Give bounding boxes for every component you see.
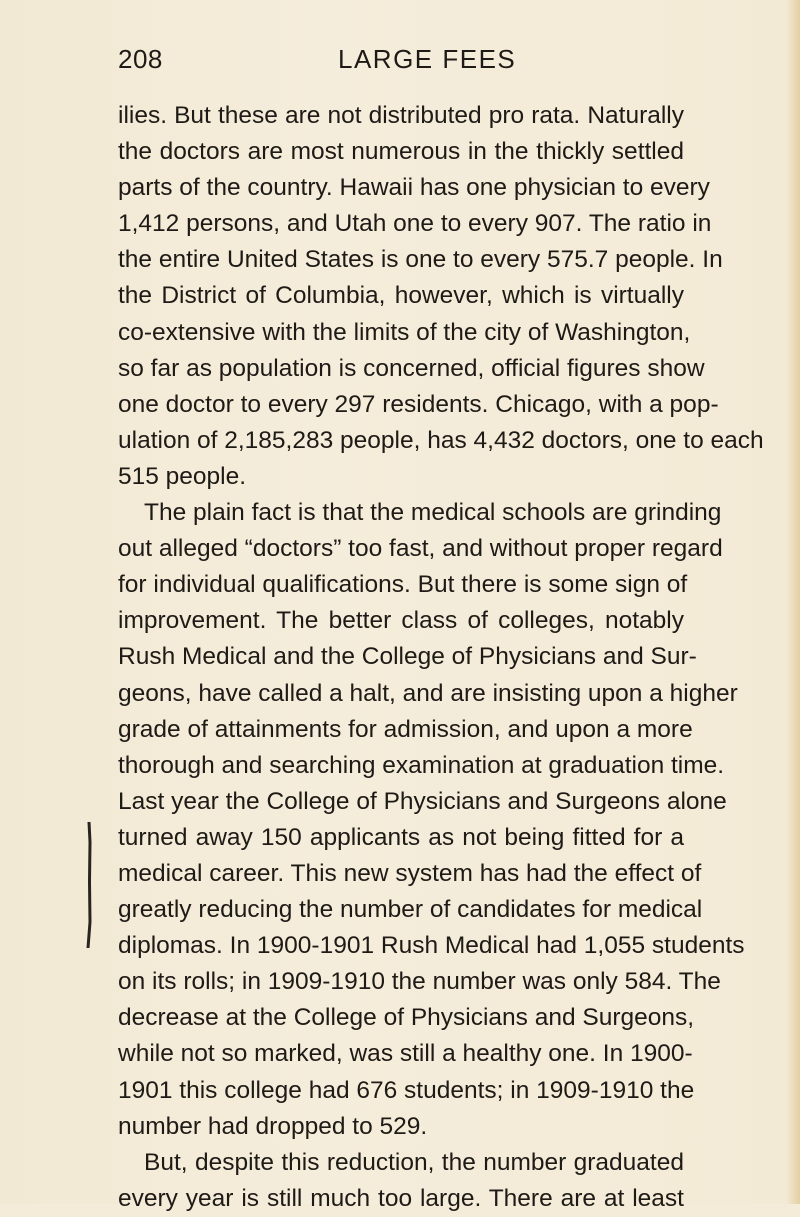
- text-line: improvement. The better class of colleges, notably: [118, 607, 684, 635]
- text-line: ulation of 2,185,283 people, has 4,432 doctors, one to each: [118, 426, 764, 454]
- text-line: parts of the country. Hawaii has one physician to every: [118, 174, 710, 202]
- text-line: while not so marked, was still a healthy one. In 1900-: [118, 1040, 693, 1068]
- text-line: turned away 150 applicants as not being fitted for a: [118, 823, 684, 851]
- text-line: thorough and searching examination at graduation time.: [118, 751, 725, 779]
- text-line: grade of attainments for admission, and upon a more: [118, 715, 693, 743]
- text-line: The plain fact is that the medical schools are grinding: [144, 499, 722, 527]
- text-line: medical career. This new system has had the effect of: [118, 859, 702, 887]
- running-head: LARGE FEES: [338, 44, 517, 74]
- page-edge-shadow: [786, 0, 800, 1204]
- body-text: [118, 98, 764, 1217]
- text-line: for individual qualifications. But there is some sign of: [118, 571, 688, 599]
- text-line: co-extensive with the limits of the city of Washington,: [118, 318, 691, 346]
- text-line: 1,412 persons, and Utah one to every 907. The ratio in: [118, 210, 712, 238]
- text-line: 1901 this college had 676 students; in 1909-1910 the: [118, 1076, 695, 1104]
- text-line: geons, have called a halt, and are insisting upon a higher: [118, 679, 738, 707]
- text-line: Rush Medical and the College of Physicians and Sur-: [118, 643, 697, 671]
- text-line: 515 people.: [118, 462, 247, 490]
- text-line: greatly reducing the number of candidates for medical: [118, 896, 703, 924]
- text-line: the entire United States is one to every 575.7 people. In: [118, 246, 723, 274]
- text-line: so far as population is concerned, official figures show: [118, 354, 705, 382]
- page-number: 208: [118, 44, 163, 74]
- text-line: every year is still much too large. There are at least: [118, 1184, 684, 1212]
- text-line: Last year the College of Physicians and Surgeons alone: [118, 787, 727, 815]
- text-line: one doctor to every 297 residents. Chicago, with a pop-: [118, 390, 719, 418]
- text-line: the District of Columbia, however, which is virtually: [118, 282, 684, 310]
- text-line: number had dropped to 529.: [118, 1112, 428, 1140]
- text-line: diplomas. In 1900-1901 Rush Medical had 1,055 students: [118, 932, 745, 960]
- text-line: the doctors are most numerous in the thickly settled: [118, 138, 684, 166]
- text-line: decrease at the College of Physicians and Surgeons,: [118, 1004, 695, 1032]
- text-line: out alleged “doctors” too fast, and without proper regard: [118, 535, 723, 563]
- page-header: [118, 44, 684, 88]
- text-line: ilies. But these are not distributed pro rata. Naturally: [118, 102, 684, 129]
- margin-pencil-mark: [86, 822, 92, 948]
- text-line: on its rolls; in 1909-1910 the number was only 584. The: [118, 968, 721, 996]
- text-line: But, despite this reduction, the number graduated: [144, 1148, 684, 1176]
